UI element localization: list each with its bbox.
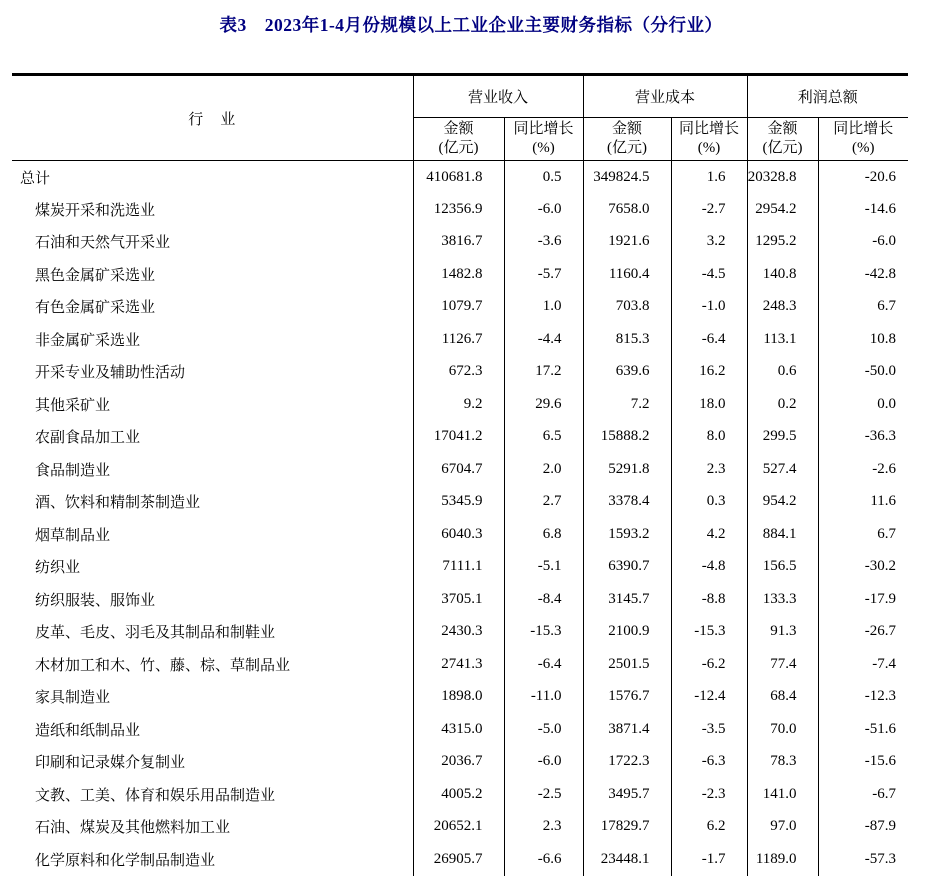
value-cell: 3816.7 [413,226,504,259]
table-row [12,843,908,876]
subheader-growth-label: 同比增长 [679,121,740,138]
table-row [12,226,908,259]
table-row [12,713,908,746]
value-cell: 815.3 [583,323,671,356]
value-cell: -6.2 [671,648,747,681]
subheader-growth-label: 同比增长 [833,121,894,138]
value-cell: 70.0 [747,713,818,746]
table-row [12,811,908,844]
value-cell: -36.3 [864,428,897,445]
value-cell: 91.3 [747,616,818,649]
value-cell: 6.8 [504,518,583,551]
industry-cell: 农副食品加工业 [12,421,413,454]
table-row [12,291,908,324]
value-cell: 6.2 [671,811,747,844]
value-cell: 12356.9 [413,193,504,226]
value-cell: 11.6 [870,493,897,510]
value-cell: 0.0 [877,395,897,412]
value-cell: 2741.3 [413,648,504,681]
value-cell: 2.7 [504,486,583,519]
value-cell: 4.2 [671,518,747,551]
industry-cell: 其他采矿业 [12,388,413,421]
subheader-growth-label: 同比增长 [513,121,574,138]
group-header-operating-revenue: 营业收入 [413,75,583,118]
value-cell: 3705.1 [413,583,504,616]
table-row [12,486,908,519]
value-cell: 1.0 [504,291,583,324]
value-cell: 20328.8 [747,161,818,194]
table-row [12,453,908,486]
value-cell: 954.2 [747,486,818,519]
value-cell: 2430.3 [413,616,504,649]
subheader-amount-label: 金额 [767,121,798,138]
value-cell: 4005.2 [413,778,504,811]
subheader-revenue-amount [413,118,504,161]
value-cell: 527.4 [747,453,818,486]
value-cell: 349824.5 [583,161,671,194]
value-cell: 6.7 [877,525,897,542]
value-cell: -2.7 [671,193,747,226]
table-header [12,75,908,161]
industry-cell: 非金属矿采选业 [12,323,413,356]
subheader-profit-amount [747,118,818,161]
value-cell: 5345.9 [413,486,504,519]
value-cell: 6040.3 [413,518,504,551]
value-cell: 0.6 [747,356,818,389]
value-cell: 1593.2 [583,518,671,551]
value-cell: 0.2 [747,388,818,421]
subheader-cost-growth [671,118,747,161]
value-cell: 16.2 [671,356,747,389]
value-cell: 299.5 [747,421,818,454]
table-row [12,258,908,291]
value-cell: -51.6 [864,720,897,737]
value-cell: 639.6 [583,356,671,389]
value-cell: 1295.2 [747,226,818,259]
value-cell: 3871.4 [583,713,671,746]
value-cell: -4.4 [504,323,583,356]
value-cell: -7.4 [872,655,897,672]
value-cell: 8.0 [671,421,747,454]
industry-column-header: 行 业 [12,75,413,161]
subheader-amount-unit: (亿元) [762,140,803,156]
financial-indicators-table [12,73,908,876]
value-cell: 3.2 [671,226,747,259]
industry-cell: 造纸和纸制品业 [12,713,413,746]
subheader-profit-growth [818,118,908,161]
value-cell: -6.0 [872,233,897,250]
value-cell: 7658.0 [583,193,671,226]
value-cell: -2.3 [671,778,747,811]
value-cell: 10.8 [869,330,897,347]
value-cell: 2.0 [504,453,583,486]
industry-cell: 有色金属矿采选业 [12,291,413,324]
header-group-row [12,75,908,118]
industry-cell: 印刷和记录媒介复制业 [12,746,413,779]
value-cell: 2100.9 [583,616,671,649]
value-cell: 0.5 [504,161,583,194]
table-row [12,323,908,356]
value-cell: 703.8 [583,291,671,324]
value-cell: 29.6 [504,388,583,421]
value-cell: -12.3 [864,688,897,705]
table-row [12,681,908,714]
value-cell: 1079.7 [413,291,504,324]
value-cell: -12.4 [671,681,747,714]
industry-cell: 煤炭开采和洗选业 [12,193,413,226]
table-row [12,746,908,779]
value-cell: 4315.0 [413,713,504,746]
group-header-total-profit: 利润总额 [747,75,908,118]
value-cell: -3.5 [671,713,747,746]
subheader-amount-unit: (亿元) [438,140,479,156]
industry-cell: 化学原料和化学制品制造业 [12,843,413,876]
industry-cell: 木材加工和木、竹、藤、棕、草制品业 [12,648,413,681]
value-cell: 23448.1 [583,843,671,876]
value-cell: -87.9 [864,818,897,835]
value-cell: 15888.2 [583,421,671,454]
industry-cell: 酒、饮料和精制茶制造业 [12,486,413,519]
value-cell: 3495.7 [583,778,671,811]
value-cell: 17.2 [504,356,583,389]
value-cell: 97.0 [747,811,818,844]
value-cell: 6704.7 [413,453,504,486]
table-row [12,583,908,616]
value-cell: -15.6 [864,753,897,770]
table-row [12,421,908,454]
value-cell: -6.3 [671,746,747,779]
value-cell: -11.0 [504,681,583,714]
table-row [12,616,908,649]
value-cell: -4.5 [671,258,747,291]
value-cell: 140.8 [747,258,818,291]
value-cell: 5291.8 [583,453,671,486]
value-cell: -42.8 [864,265,897,282]
value-cell: -8.8 [671,583,747,616]
value-cell: -6.4 [671,323,747,356]
value-cell: -57.3 [864,850,897,867]
subheader-amount-label: 金额 [612,121,643,138]
value-cell: 1.6 [671,161,747,194]
industry-cell: 开采专业及辅助性活动 [12,356,413,389]
value-cell: -3.6 [504,226,583,259]
value-cell: 26905.7 [413,843,504,876]
table-body [12,161,908,876]
value-cell: -6.6 [504,843,583,876]
value-cell: -5.1 [504,551,583,584]
value-cell: 68.4 [747,681,818,714]
value-cell: -6.4 [504,648,583,681]
industry-cell: 文教、工美、体育和娱乐用品制造业 [12,778,413,811]
value-cell: 3378.4 [583,486,671,519]
subheader-growth-unit: (%) [852,140,875,156]
value-cell: 1126.7 [413,323,504,356]
value-cell: 2.3 [671,453,747,486]
value-cell: 1576.7 [583,681,671,714]
value-cell: -14.6 [864,200,897,217]
value-cell: 17041.2 [413,421,504,454]
value-cell: 1160.4 [583,258,671,291]
value-cell: 6390.7 [583,551,671,584]
value-cell: 78.3 [747,746,818,779]
value-cell: -5.0 [504,713,583,746]
value-cell: 1898.0 [413,681,504,714]
table-row [12,778,908,811]
value-cell: -6.0 [504,746,583,779]
industry-cell: 皮革、毛皮、羽毛及其制品和制鞋业 [12,616,413,649]
value-cell: -1.7 [671,843,747,876]
value-cell: 1722.3 [583,746,671,779]
value-cell: 2036.7 [413,746,504,779]
table-row [12,388,908,421]
value-cell: -26.7 [864,623,897,640]
value-cell: 6.7 [877,298,897,315]
value-cell: 133.3 [747,583,818,616]
value-cell: 113.1 [747,323,818,356]
table-row [12,193,908,226]
page-title: 表3 2023年1-4月份规模以上工业企业主要财务指标（分行业） [219,15,723,35]
subheader-growth-unit: (%) [532,140,555,156]
value-cell: -2.5 [504,778,583,811]
value-cell: -8.4 [504,583,583,616]
value-cell: -17.9 [864,590,897,607]
value-cell: 2.3 [504,811,583,844]
table-row [12,551,908,584]
industry-cell: 纺织服装、服饰业 [12,583,413,616]
value-cell: 410681.8 [413,161,504,194]
value-cell: -4.8 [671,551,747,584]
value-cell: 672.3 [413,356,504,389]
industry-cell: 黑色金属矿采选业 [12,258,413,291]
value-cell: 2501.5 [583,648,671,681]
value-cell: -6.0 [504,193,583,226]
value-cell: 7111.1 [413,551,504,584]
subheader-amount-label: 金额 [443,121,474,138]
subheader-cost-amount [583,118,671,161]
table-row [12,356,908,389]
subheader-growth-unit: (%) [697,140,721,156]
value-cell: 141.0 [747,778,818,811]
value-cell: 884.1 [747,518,818,551]
subheader-revenue-growth [504,118,583,161]
value-cell: 17829.7 [583,811,671,844]
table-row [12,161,908,194]
table-row [12,518,908,551]
value-cell: -2.6 [872,460,897,477]
value-cell: -30.2 [864,558,897,575]
value-cell: 2954.2 [747,193,818,226]
value-cell: -5.7 [504,258,583,291]
value-cell: 77.4 [747,648,818,681]
value-cell: 18.0 [671,388,747,421]
value-cell: 0.3 [671,486,747,519]
value-cell: 6.5 [504,421,583,454]
industry-cell: 纺织业 [12,551,413,584]
subheader-amount-unit: (亿元) [607,140,648,156]
value-cell: -20.6 [864,168,897,185]
value-cell: 248.3 [747,291,818,324]
table-row [12,648,908,681]
value-cell: -15.3 [504,616,583,649]
value-cell: 20652.1 [413,811,504,844]
industry-cell: 家具制造业 [12,681,413,714]
value-cell: 1921.6 [583,226,671,259]
industry-cell: 烟草制品业 [12,518,413,551]
value-cell: 7.2 [583,388,671,421]
value-cell: -50.0 [864,363,897,380]
value-cell: 156.5 [747,551,818,584]
value-cell: -6.7 [872,785,897,802]
industry-cell: 总计 [12,161,413,194]
value-cell: -1.0 [671,291,747,324]
value-cell: 3145.7 [583,583,671,616]
group-header-operating-cost: 营业成本 [583,75,747,118]
industry-cell: 石油和天然气开采业 [12,226,413,259]
value-cell: 9.2 [413,388,504,421]
value-cell: -15.3 [671,616,747,649]
industry-cell: 食品制造业 [12,453,413,486]
value-cell: 1189.0 [747,843,818,876]
industry-cell: 石油、煤炭及其他燃料加工业 [12,811,413,844]
value-cell: 1482.8 [413,258,504,291]
